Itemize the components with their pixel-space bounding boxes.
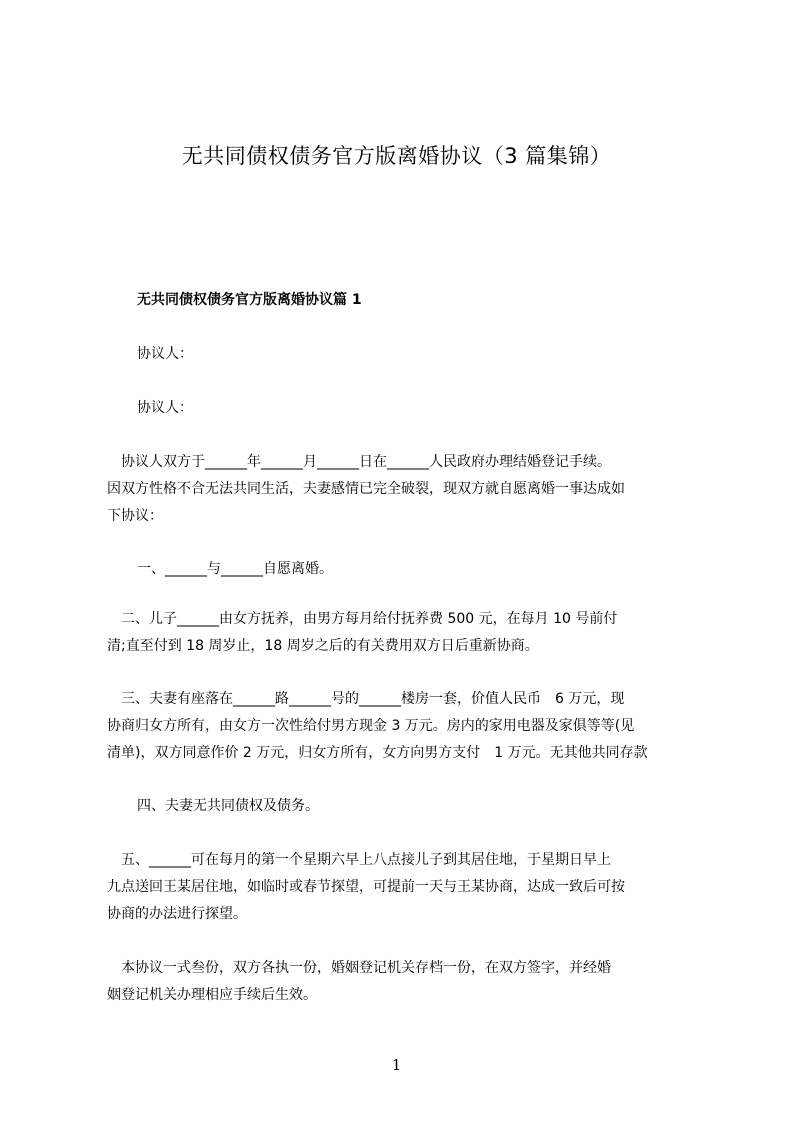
- intro-paragraph: [107, 449, 697, 530]
- paragraph-line: 协商的办法进行探望。: [107, 906, 247, 922]
- paragraph-line: 因双方性格不合无法共同生活，夫妻感情已完全破裂，现双方就自愿离婚一事达成如: [107, 481, 625, 497]
- clause-4: 四、夫妻无共同债权及债务。: [137, 798, 319, 814]
- clause-2: [107, 606, 697, 660]
- closing-paragraph: [107, 955, 697, 1009]
- document-title: 无共同债权债务官方版离婚协议（3 篇集锦）: [181, 144, 612, 168]
- paragraph-line: 协商归女方所有，由女方一次性给付男方现金 3 万元。房内的家用电器及家俱等等(见: [107, 718, 635, 734]
- section-heading: 无共同债权债务官方版离婚协议篇 1: [137, 292, 362, 308]
- clause-1: 一、______与______自愿离婚。: [137, 561, 333, 577]
- party-a-line: 协议人：: [137, 346, 193, 362]
- page-number: 1: [391, 1056, 402, 1074]
- paragraph-line: 本协议一式叁份，双方各执一份，婚姻登记机关存档一份，在双方签字，并经婚: [107, 960, 611, 976]
- paragraph-line: 下协议：: [107, 508, 163, 524]
- party-b-line: 协议人：: [137, 400, 193, 416]
- paragraph-line: 姻登记机关办理相应手续后生效。: [107, 987, 317, 1003]
- paragraph-line: 九点送回王某居住地，如临时或春节探望，可提前一天与王某协商，达成一致后可按: [107, 879, 625, 895]
- paragraph-line: 五、______可在每月的第一个星期六早上八点接儿子到其居住地，于星期日早上: [107, 852, 611, 868]
- paragraph-line: 二、儿子______由女方抚养，由男方每月给付抚养费 500 元，在每月 10 号前付: [107, 611, 618, 627]
- paragraph-line: 三、夫妻有座落在______路______号的______楼房一套，价值人民币 6 万元，现: [107, 691, 625, 707]
- paragraph-line: 清;直至付到 18 周岁止，18 周岁之后的有关费用双方日后重新协商。: [107, 638, 539, 654]
- paragraph-line: 清单)，双方同意作价 2 万元，归女方所有，女方向男方支付 1 万元。无其他共同存款: [107, 745, 648, 761]
- clause-3: [107, 686, 697, 767]
- clause-5: [107, 847, 697, 928]
- paragraph-line: 协议人双方于______年______月______日在______人民政府办理结婚登记手续。: [107, 454, 611, 470]
